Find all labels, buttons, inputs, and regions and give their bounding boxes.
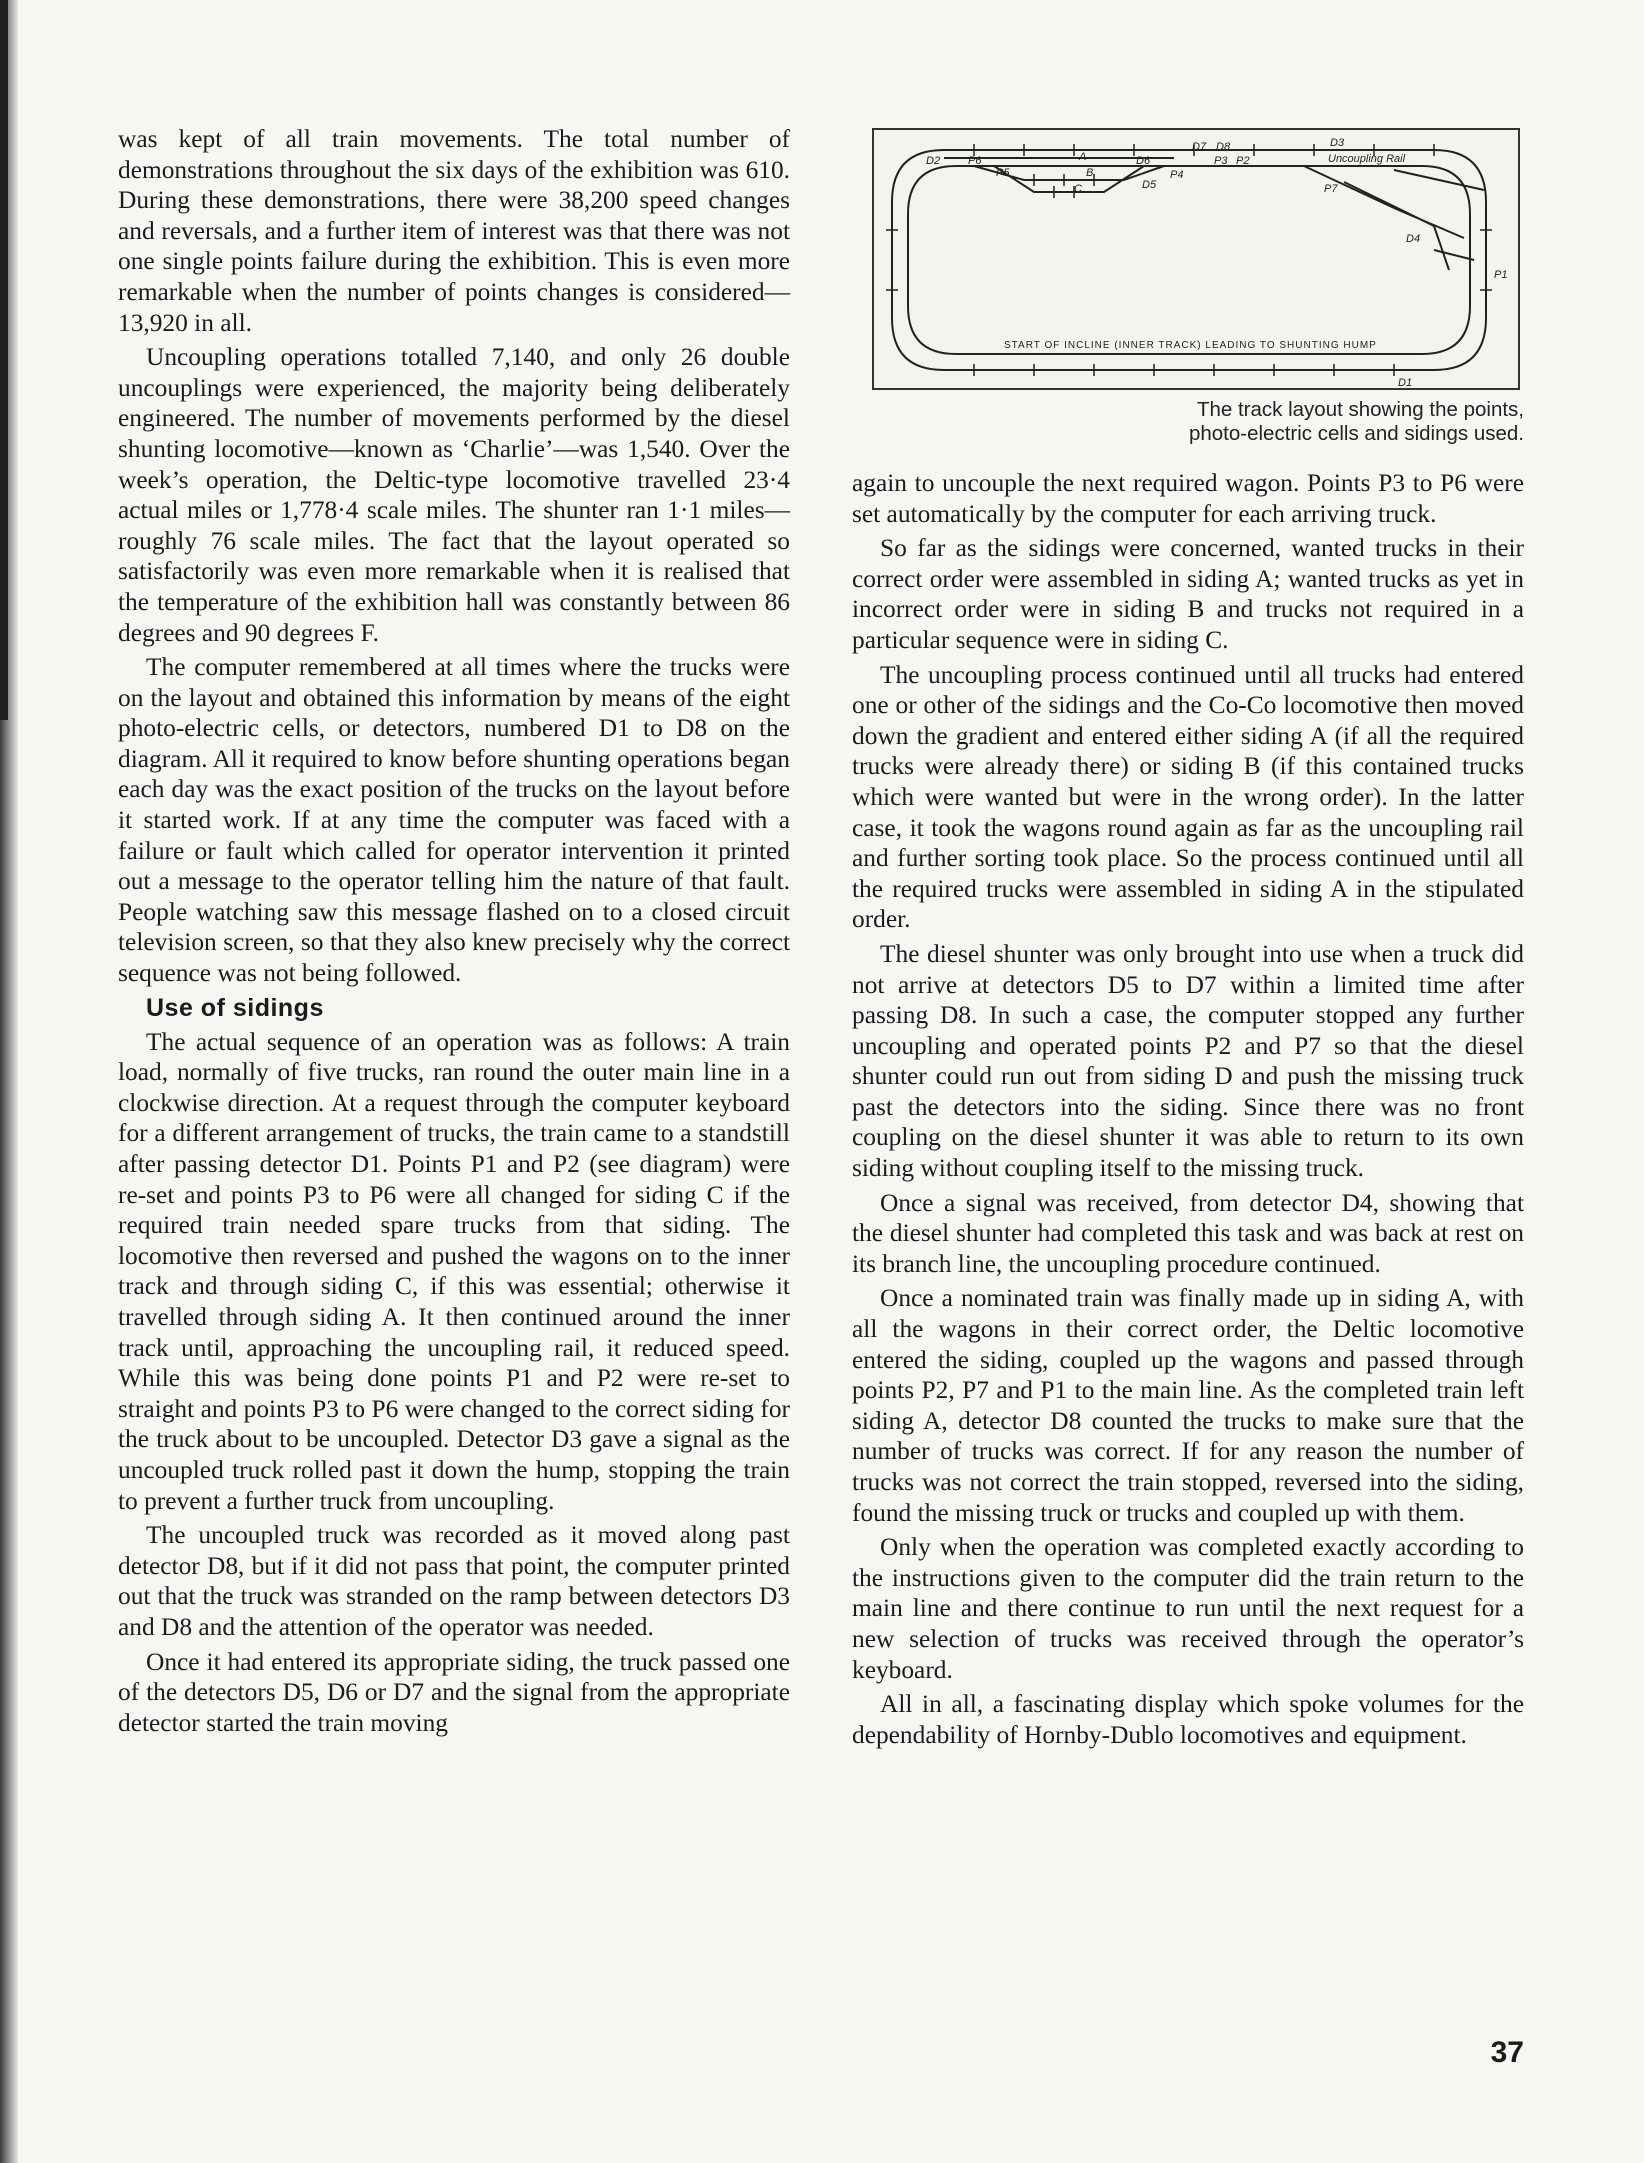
paragraph: Only when the operation was completed exactly according to the instructions given to the computer did the train return to the main line and there continue to run until the next request for a new selection of trucks was received through the operator’s keyboard. <box>852 1533 1524 1684</box>
caption-line: The track layout showing the points, <box>1196 398 1524 421</box>
paragraph: The computer remembered at all times where the trucks were on the layout and obtained this information by means of the eight photo-electric cells, or detectors, numbered D1 to D8 on the diagram. All it required to know before shunting operations began each day was the exact position of the trucks on the layout before it started work. If at any time the computer was faced with a failure or fault which called for operator intervention it printed out a message to the operator telling him the nature of that fault. People watching saw this message flashed on to a closed circuit television screen, so that they also knew precisely why the correct sequence was not being followed. <box>118 653 790 988</box>
paragraph: Once a signal was received, from detector D4, showing that the diesel shunter had completed this task and was back at rest on its branch line, the uncoupling procedure continued. <box>852 1188 1524 1278</box>
paragraph: Once it had entered its appropriate siding, the truck passed one of the detectors D5, D6 or D7 and the signal from the appropriate detector started the train moving <box>118 1647 790 1737</box>
page-number: 37 <box>1490 2036 1524 2069</box>
label-d3: D3 <box>1330 137 1345 149</box>
label-d8: D8 <box>1216 141 1231 153</box>
label-p4: P4 <box>1170 169 1184 181</box>
paragraph: The uncoupled truck was recorded as it moved along past detector D8, but if it did not pass that point, the computer printed out that the truck was stranded on the ramp between detectors D3 and D8 and the attention of the operator was needed. <box>118 1521 790 1641</box>
track-layout-drawing <box>874 130 1518 388</box>
label-siding-c: C <box>1074 183 1082 195</box>
label-siding-b: B <box>1086 167 1094 179</box>
label-d4: D4 <box>1406 233 1421 245</box>
paragraph: again to uncouple the next required wagon. Points P3 to P6 were set automatically by the computer for each arriving truck. <box>852 469 1524 528</box>
label-uncoupling-rail: Uncoupling Rail <box>1328 153 1406 165</box>
paragraph: The actual sequence of an operation was as follows: A train load, normally of five trucks, ran round the outer main line in a clockwise direction. At a request through the computer keyboard for a different arrangement of trucks, the train came to a standstill after passing detector D1. Points P1 and P2 (see diagram) were re-set and points P3 to P6 were all changed for siding C if the required train needed spare trucks from that siding. The locomotive then reversed and pushed the wagons on to the inner track and through siding C, if this was essential; otherwise it travelled through siding A. It then continued around the inner track until, approaching the uncoupling rail, it reduced speed. While this was being done points P1 and P2 were re-set to straight and points P3 to P6 were changed to the correct siding for the truck about to be uncoupled. Detector D3 gave a signal as the uncoupled truck rolled past it down the hump, stopping the train to prevent a further truck from uncoupling. <box>118 1027 790 1515</box>
label-p1: P1 <box>1494 269 1508 281</box>
paragraph: So far as the sidings were concerned, wanted trucks in their correct order were assembled in siding A; wanted trucks as yet in incorrect order were in siding B and trucks not required in a particular sequence were in siding C. <box>852 534 1524 654</box>
paragraph: Once a nominated train was finally made up in siding A, with all the wagons in their correct order, the Deltic locomotive entered the siding, coupled up the wagons and passed through points P2, P7 and P1 to the main line. As the completed train left siding A, detector D8 counted the trucks to make sure that the number of trucks was correct. If for any reason the number of trucks was not correct the train stopped, reversed into the siding, found the missing truck or trucks and coupled up with them. <box>852 1284 1524 1527</box>
figure-caption <box>872 398 1524 446</box>
section-heading: Use of sidings <box>146 993 324 1022</box>
label-d1: D1 <box>1398 377 1413 388</box>
label-p6: P6 <box>968 155 982 167</box>
caption-line: photo-electric cells and sidings used. <box>1188 422 1524 445</box>
label-d6: D6 <box>1136 155 1151 167</box>
paragraph: was kept of all train movements. The total number of demonstrations throughout the six days of the exhibition was 610. During these demonstrations, there were 38,200 speed changes and reversals, and a further item of interest was that there was not one single points failure during the exhibition. This is even more remarkable when the number of points changes is considered—13,920 in all. <box>118 125 790 337</box>
binding-edge <box>0 0 8 720</box>
label-d5: D5 <box>1142 179 1157 191</box>
label-incline: START OF INCLINE (INNER TRACK) LEADING TO SHUNTING HUMP <box>1004 340 1377 351</box>
track-layout-diagram <box>872 128 1520 390</box>
paragraph: All in all, a fascinating display which spoke volumes for the dependability of Hornby-Dublo locomotives and equipment. <box>852 1690 1524 1749</box>
label-siding-a: A <box>1079 151 1087 163</box>
paragraph: The uncoupling process continued until all trucks had entered one or other of the sidings and the Co-Co locomotive then moved down the gradient and entered either siding A (if all the required trucks were already there) or siding B (if this contained trucks which were wanted but were in the wrong order). In the latter case, it took the wagons round again as far as the uncoupling rail and further sorting took place. So the process continued until all the required trucks were assembled in siding A in the stipulated order. <box>852 660 1524 934</box>
label-d7: D7 <box>1192 141 1207 153</box>
label-p5: P5 <box>996 167 1010 179</box>
label-d2: D2 <box>926 155 941 167</box>
left-column <box>118 124 790 1742</box>
label-p3: P3 <box>1214 155 1228 167</box>
label-p7: P7 <box>1324 183 1338 195</box>
paragraph: The diesel shunter was only brought into use when a truck did not arrive at detectors D5 to D7 within a limited time after passing D8. In such a case, the computer stopped any further uncoupling and operated points P2 and P7 so that the diesel shunter could run out from siding D and push the missing truck past the detectors into the siding. Since there was no front coupling on the diesel shunter it was able to return to its own siding without coupling itself to the missing truck. <box>852 939 1524 1183</box>
right-column <box>852 468 1524 1754</box>
label-p2: P2 <box>1236 155 1250 167</box>
paragraph: Uncoupling operations totalled 7,140, and only 26 double uncouplings were experienced, the majority being deliberately engineered. The number of movements performed by the diesel shunting locomotive—known as ‘Charlie’—was 1,540. Over the week’s operation, the Deltic-type locomotive travelled 23·4 actual miles or 1,778·4 scale miles. The shunter ran 1·1 miles—roughly 76 scale miles. The fact that the layout operated so satisfactorily was even more remarkable when it is realised that the temperature of the exhibition hall was constantly between 86 degrees and 90 degrees F. <box>118 343 790 647</box>
